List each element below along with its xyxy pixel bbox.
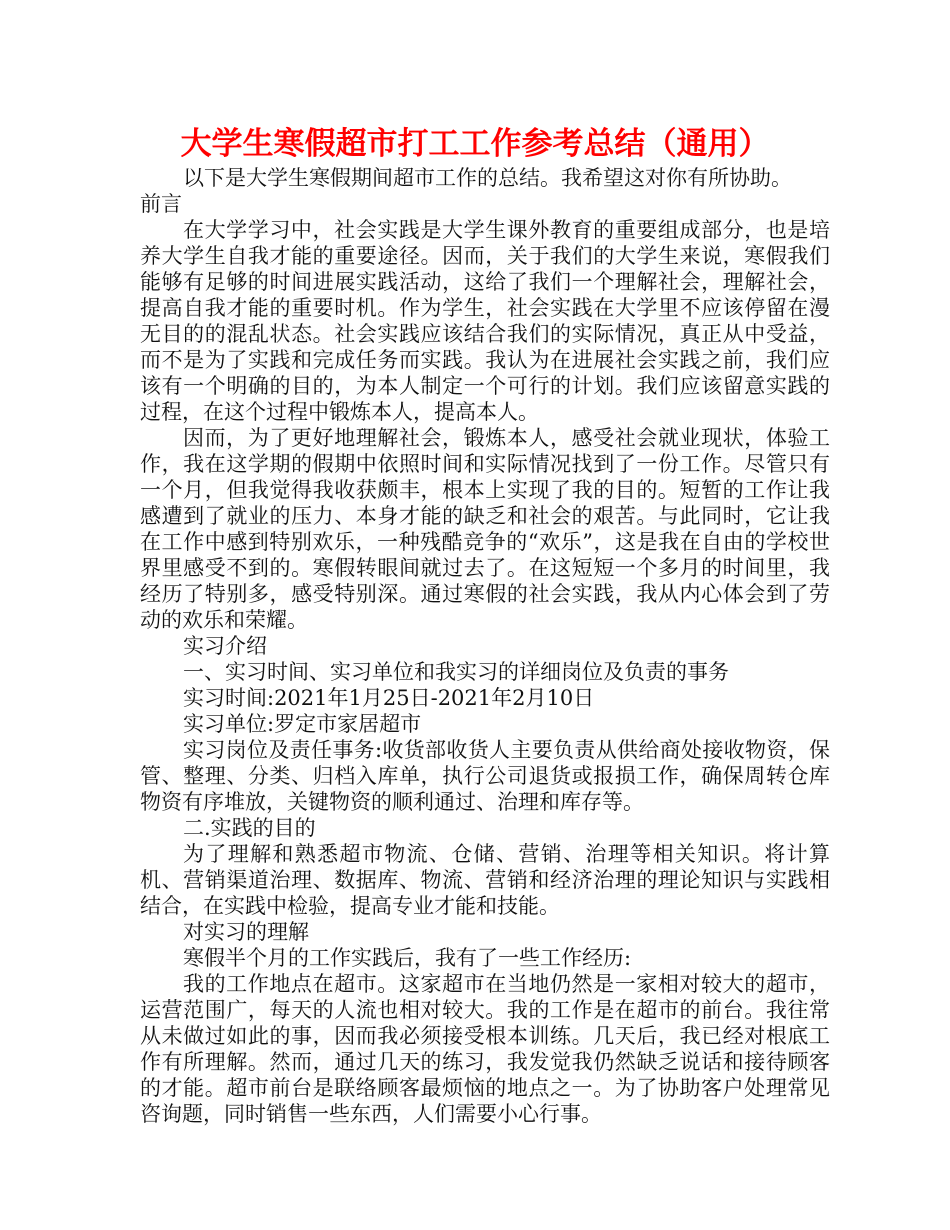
body-paragraph: 因而，为了更好地理解社会，锻炼本人，感受社会就业现状，体验工作，我在这学期的假期中依照时间和实际情况找到了一份工作。尽管只有一个月，但我觉得我收获颇丰，根本上实现了我的目的。短暂的工作让我感遭到了就业的压力、本身才能的缺乏和社会的艰苦。与此同时，它让我在工作中感到特别欢乐，一种残酷竞争的“欢乐”，这是我在自由的学校世界里感受不到的。寒假转眼间就过去了。在这短短一个多月的时间里，我经历了特别多，感受特别深。通过寒假的社会实践，我从内心体会到了劳动的欢乐和荣耀。 xyxy=(140,426,830,632)
section-heading-preface: 前言 xyxy=(140,192,182,216)
internship-duties: 实习岗位及责任事务:收货部收货人主要负责从供给商处接收物资，保管、整理、分类、归档入库单，执行公司退货或报损工作，确保周转仓库物资有序堆放，关键物资的顺利通过、治理和库存等。 xyxy=(140,738,830,814)
body-paragraph: 为了理解和熟悉超市物流、仓储、营销、治理等相关知识。将计算机、营销渠道治理、数据库、物流、营销和经济治理的理论知识与实践相结合，在实践中检验，提高专业才能和技能。 xyxy=(140,842,830,918)
document-title: 大学生寒假超市打工工作参考总结（通用） xyxy=(180,126,770,162)
internship-unit: 实习单位:罗定市家居超市 xyxy=(183,712,422,736)
body-paragraph: 寒假半个月的工作实践后，我有了一些工作经历: xyxy=(183,946,632,970)
body-paragraph: 在大学学习中，社会实践是大学生课外教育的重要组成部分，也是培养大学生自我才能的重要途径。因而，关于我们的大学生来说，寒假我们能够有足够的时间进展实践活动，这给了我们一个理解社会，理解社会，提高自我才能的重要时机。作为学生，社会实践在大学里不应该停留在漫无目的的混乱状态。社会实践应该结合我们的实际情况，真正从中受益，而不是为了实践和完成任务而实践。我认为在进展社会实践之前，我们应该有一个明确的目的，为本人制定一个可行的计划。我们应该留意实践的过程，在这个过程中锻炼本人，提高本人。 xyxy=(140,218,830,424)
section-heading-understanding: 对实习的理解 xyxy=(183,920,309,944)
section-heading-part-two: 二.实践的目的 xyxy=(183,816,316,840)
section-heading-internship-intro: 实习介绍 xyxy=(183,634,267,658)
internship-time: 实习时间:2021年1月25日-2021年2月10日 xyxy=(183,686,595,710)
document-body xyxy=(140,165,830,1127)
body-paragraph: 我的工作地点在超市。这家超市在当地仍然是一家相对较大的超市，运营范围广，每天的人流也相对较大。我的工作是在超市的前台。我往常从未做过如此的事，因而我必须接受根本训练。几天后，我已经对根底工作有所理解。然而，通过几天的练习，我发觉我仍然缺乏说话和接待顾客的才能。超市前台是联络顾客最烦恼的地点之一。为了协助客户处理常见咨询题，同时销售一些东西，人们需要小心行事。 xyxy=(140,972,830,1126)
intro-paragraph: 以下是大学生寒假期间超市工作的总结。我希望这对你有所协助。 xyxy=(183,166,792,190)
section-heading-part-one: 一、实习时间、实习单位和我实习的详细岗位及负责的事务 xyxy=(183,660,729,684)
